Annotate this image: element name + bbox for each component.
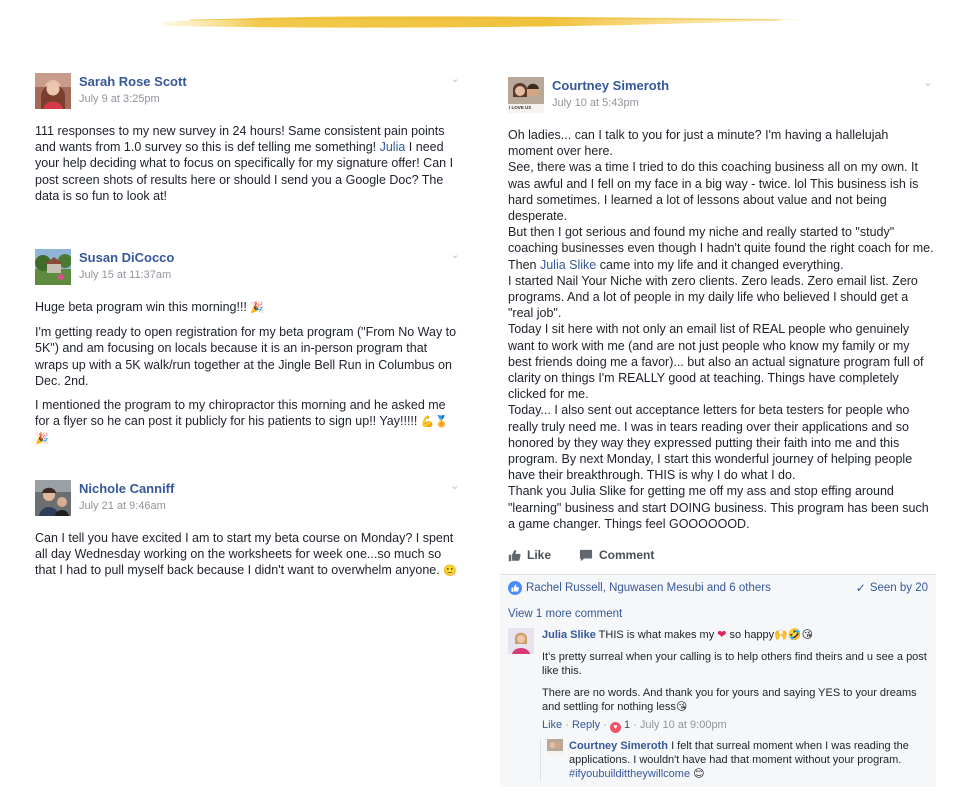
author-name[interactable]: Sarah Rose Scott	[79, 74, 187, 89]
emoji-group: 🙌🤣😘	[774, 628, 814, 642]
post-actions	[508, 544, 934, 566]
post-text: But then I got serious and found my niche and really started to "study" coaching businesses even though I hadn't quite found the right coach for me. Then	[508, 225, 934, 272]
smile-emoji: 🙂	[443, 564, 457, 578]
post-timestamp[interactable]: July 15 at 11:37am	[79, 269, 172, 281]
post-text: Huge beta program win this morning!!!	[35, 300, 251, 314]
seen-count: Seen by 20	[869, 581, 928, 594]
post-timestamp[interactable]: July 9 at 3:25pm	[79, 93, 160, 105]
avatar[interactable]	[547, 739, 563, 755]
comment-reply	[540, 739, 928, 781]
post-text: came into my life and it changed everything.	[596, 257, 844, 272]
post-line: I started Nail Your Niche with zero clients. Zero leads. Zero email list. Zero programs. And a lot of people in my daily life who believed I should get a "real job".	[508, 273, 918, 321]
separator: ·	[565, 719, 569, 732]
comment-icon	[579, 549, 593, 562]
post-line: Today... I also sent out acceptance letters for beta testers for people who really truly need me. I was in tears reading over their applications and so honored by they way they expressed putting their faith into me and this program. By next Monday, I start this wonderful journey of helping people have their breakthrough. THIS is why I do what I do.	[508, 403, 913, 483]
like-reaction-icon	[508, 581, 522, 595]
comment-body	[542, 628, 928, 733]
avatar-caption: I LOVE US	[509, 105, 532, 110]
reaction-count: 1	[623, 719, 631, 732]
view-more-comments[interactable]: View 1 more comment	[508, 608, 623, 621]
emoji-group: 💪🏅🎉	[35, 415, 449, 446]
mention-link[interactable]: Julia	[379, 140, 406, 155]
avatar[interactable]	[35, 249, 71, 285]
reactions-bar	[500, 574, 936, 600]
thumbs-up-icon	[508, 549, 521, 562]
like-button[interactable]	[508, 548, 551, 562]
post-text: I'm getting ready to open registration for my beta program ("From No Way to 5K") and am focusing on locals because it is an in-person program that wraps up with a 5K walk/run together at the Jingle Bell Run in Columbus on Dec. 2nd.	[35, 325, 457, 388]
post-header	[35, 249, 461, 285]
gold-brush-stroke	[160, 10, 810, 32]
post-timestamp[interactable]: July 10 at 5:43pm	[552, 97, 639, 109]
post-line: Oh ladies... can I talk to you for just a minute? I'm having a hallelujah moment over here.	[508, 128, 889, 159]
heart-emoji: ❤	[717, 629, 727, 642]
post-sarah	[35, 73, 461, 212]
checkmark-icon: ✓	[855, 580, 866, 595]
reply-author[interactable]: Courtney Simeroth	[569, 740, 669, 753]
avatar[interactable]	[508, 628, 534, 654]
hashtag-link[interactable]: #ifyoubuildittheywillcome	[569, 768, 691, 781]
post-susan	[35, 249, 461, 456]
post-body	[35, 299, 461, 448]
party-emoji: 🎉	[250, 301, 265, 314]
post-body	[35, 123, 461, 204]
kiss-emoji: 😘	[675, 700, 688, 714]
comment-text: so happy	[726, 629, 775, 642]
comment-button[interactable]	[579, 548, 654, 562]
chevron-down-icon[interactable]: ⌄	[450, 480, 460, 492]
reaction-summary[interactable]	[508, 581, 771, 595]
comment-like-link[interactable]: Like	[542, 719, 563, 732]
reply-body	[569, 739, 928, 781]
post-nichole	[35, 480, 461, 588]
post-text: Can I tell you have excited I am to start my beta course on Monday? I spent all day Wednesday working on the worksheets for week one...so much so that I had to pull myself back because I didn't want to overwhelm anyone.	[35, 531, 454, 578]
post-line	[508, 224, 934, 273]
post-text: I need your help deciding what to focus on specifically for my signature offer! Can I post screen shots of results here or should I send you a Google Doc? The data is so fun to look at!	[35, 140, 454, 203]
post-line: Thank you Julia Slike for getting me off my ass and stop effing around "learning" business and start DOING business. This program has been such a game changer. Things feel GOOOOOOD.	[508, 484, 929, 531]
post-header	[35, 73, 461, 109]
post-timestamp[interactable]: July 21 at 9:46am	[79, 500, 166, 512]
comment-label: Comment	[599, 548, 655, 563]
smile-emoji: 😊	[693, 767, 705, 781]
chevron-down-icon[interactable]: ⌄	[923, 77, 933, 89]
comment-author[interactable]: Julia Slike	[542, 629, 596, 642]
comment-reply-link[interactable]: Reply	[571, 719, 601, 732]
reply-text: I felt that surreal moment when I was reading the applications. I wouldn't have had that moment without your program.	[569, 740, 909, 767]
separator: ·	[603, 719, 607, 732]
seen-by[interactable]	[856, 581, 928, 595]
reaction-names: Rachel Russell, Nguwasen Mesubi and 6 others	[526, 581, 771, 594]
comment-text: There are no words. And thank you for yours and saying YES to your dreams and settling for nothing less	[542, 687, 917, 714]
avatar[interactable]	[35, 73, 71, 109]
post-header	[508, 77, 934, 113]
comment	[508, 628, 928, 733]
avatar[interactable]	[508, 77, 544, 113]
chevron-down-icon[interactable]: ⌄	[450, 73, 460, 85]
author-name[interactable]: Nichole Canniff	[79, 481, 175, 496]
post-text: I mentioned the program to my chiropractor this morning and he asked me for a flyer so he can post it publicly for his patients to sign up!! Yay!!!!!	[35, 398, 446, 429]
post-text: 111 responses to my new survey in 24 hours! Same consistent pain points and wants from 1.0 survey so this is def telling me something!	[35, 124, 445, 155]
author-name[interactable]: Susan DiCocco	[79, 250, 175, 265]
mention-link[interactable]: Julia Slike	[539, 257, 597, 272]
author-name[interactable]: Courtney Simeroth	[552, 78, 670, 93]
comment-meta	[542, 718, 928, 733]
post-courtney	[508, 77, 934, 787]
like-label: Like	[527, 548, 552, 563]
post-body	[35, 530, 461, 580]
post-line: Today I sit here with not only an email list of REAL people who genuinely want to work with me (and are not just people who know my family or my best friends doing me a favor)... but also an actual signature program full of clarity on things I'm REALLY good at teaching. Things have completely clicked for me.	[508, 322, 924, 402]
comments-section	[500, 600, 936, 787]
comment-timestamp[interactable]: July 10 at 9:00pm	[639, 719, 727, 732]
love-reaction-icon[interactable]: ♥	[610, 722, 621, 733]
comment-text: THIS is what makes my	[598, 629, 718, 642]
chevron-down-icon[interactable]: ⌄	[450, 249, 460, 261]
post-line: See, there was a time I tried to do this coaching business all on my own. It was awful and I fell on my face in a big way - twice. lol This business ish is hard sometimes. I learned a lot of lessons about value and not being desperate.	[508, 160, 919, 224]
post-header	[35, 480, 461, 516]
avatar[interactable]	[35, 480, 71, 516]
comment-text: It's pretty surreal when your calling is to help others find theirs and u see a post like this.	[542, 651, 927, 678]
post-body	[508, 127, 934, 532]
separator: ·	[633, 719, 637, 732]
